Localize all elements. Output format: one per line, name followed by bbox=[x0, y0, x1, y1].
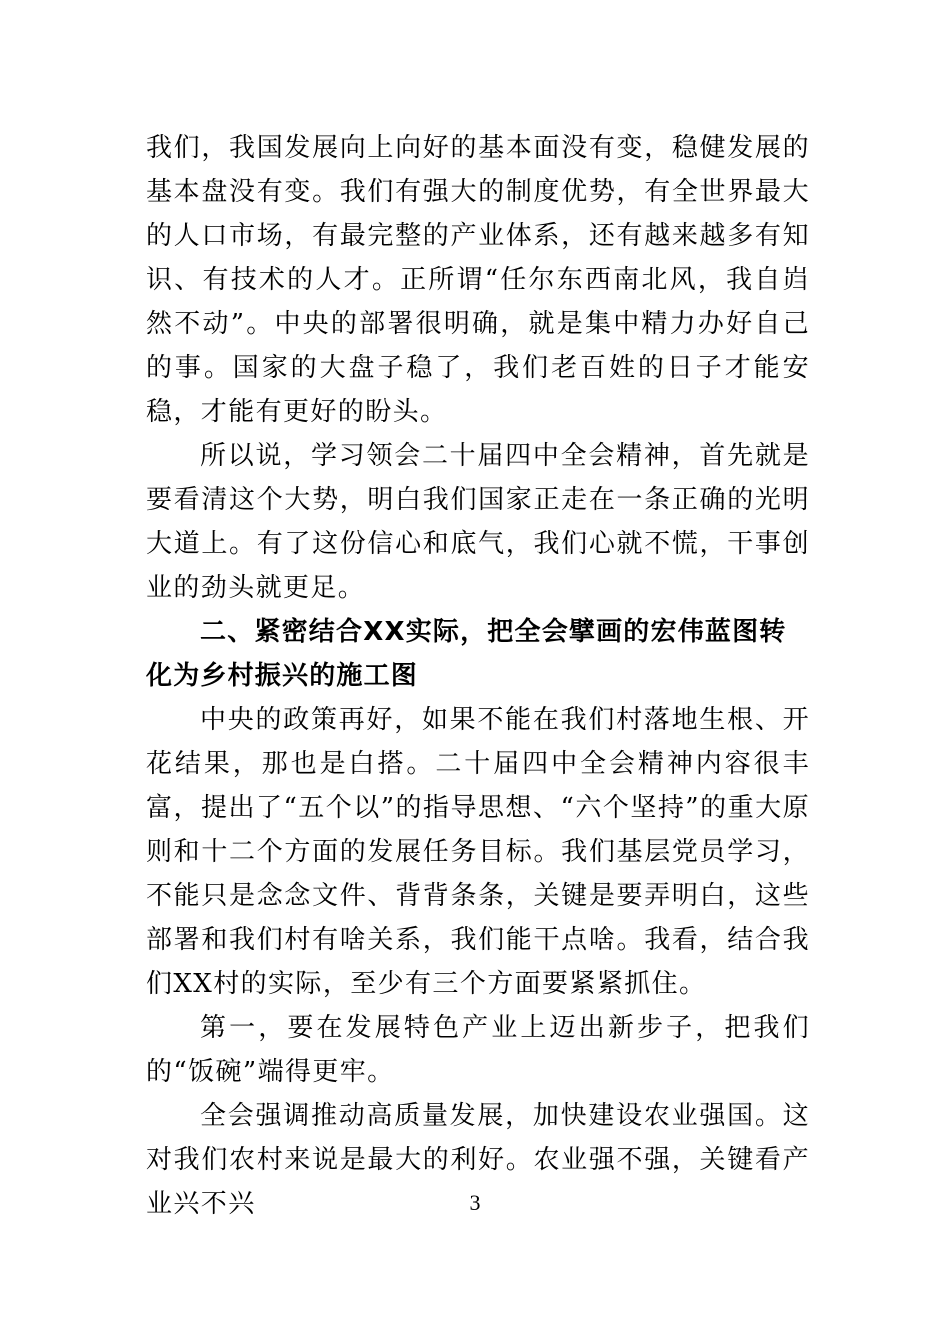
paragraph-confidence: 所以说，学习领会二十届四中全会精神，首先就是要看清这个大势，明白我们国家正走在一条正确的光明大道上。有了这份信心和底气，我们心就不慌，干事创业的劲头就更足。 bbox=[146, 441, 810, 603]
paragraph-agriculture: 全会强调推动高质量发展，加快建设农业强国。这对我们农村来说是最大的利好。农业强不强，关键看产业兴不兴 bbox=[146, 1101, 810, 1219]
paragraph-local-practice: 中央的政策再好，如果不能在我们村落地生根、开花结果，那也是白搭。二十届四中全会精神内容很丰富，提出了“五个以”的指导思想、“六个坚持”的重大原则和十二个方面的发展任务目标。我们基层党员学习，不能只是念念文件、背背条条，关键是要弄明白，这些部署和我们村有啥关系，我们能干点啥。我看，结合我们XX村的实际，至少有三个方面要紧紧抓住。 bbox=[146, 705, 810, 999]
paragraph-basic-fundamentals: 我们，我国发展向上向好的基本面没有变，稳健发展的基本盘没有变。我们有强大的制度优势，有全世界最大的人口市场，有最完整的产业体系，还有越来越多有知识、有技术的人才。正所谓“任尔东西南北风，我自岿然不动”。中央的部署很明确，就是集中精力办好自己的事。国家的大盘子稳了，我们老百姓的日子才能安稳，才能有更好的盼头。 bbox=[146, 133, 810, 427]
paragraph-point-one: 第一，要在发展特色产业上迈出新步子，把我们的“饭碗”端得更牢。 bbox=[146, 1013, 810, 1087]
document-body bbox=[146, 126, 810, 1226]
section-heading-two: 二、紧密结合XX实际，把全会擘画的宏伟蓝图转化为乡村振兴的施工图 bbox=[146, 617, 787, 691]
page-number: 3 bbox=[469, 1190, 481, 1215]
